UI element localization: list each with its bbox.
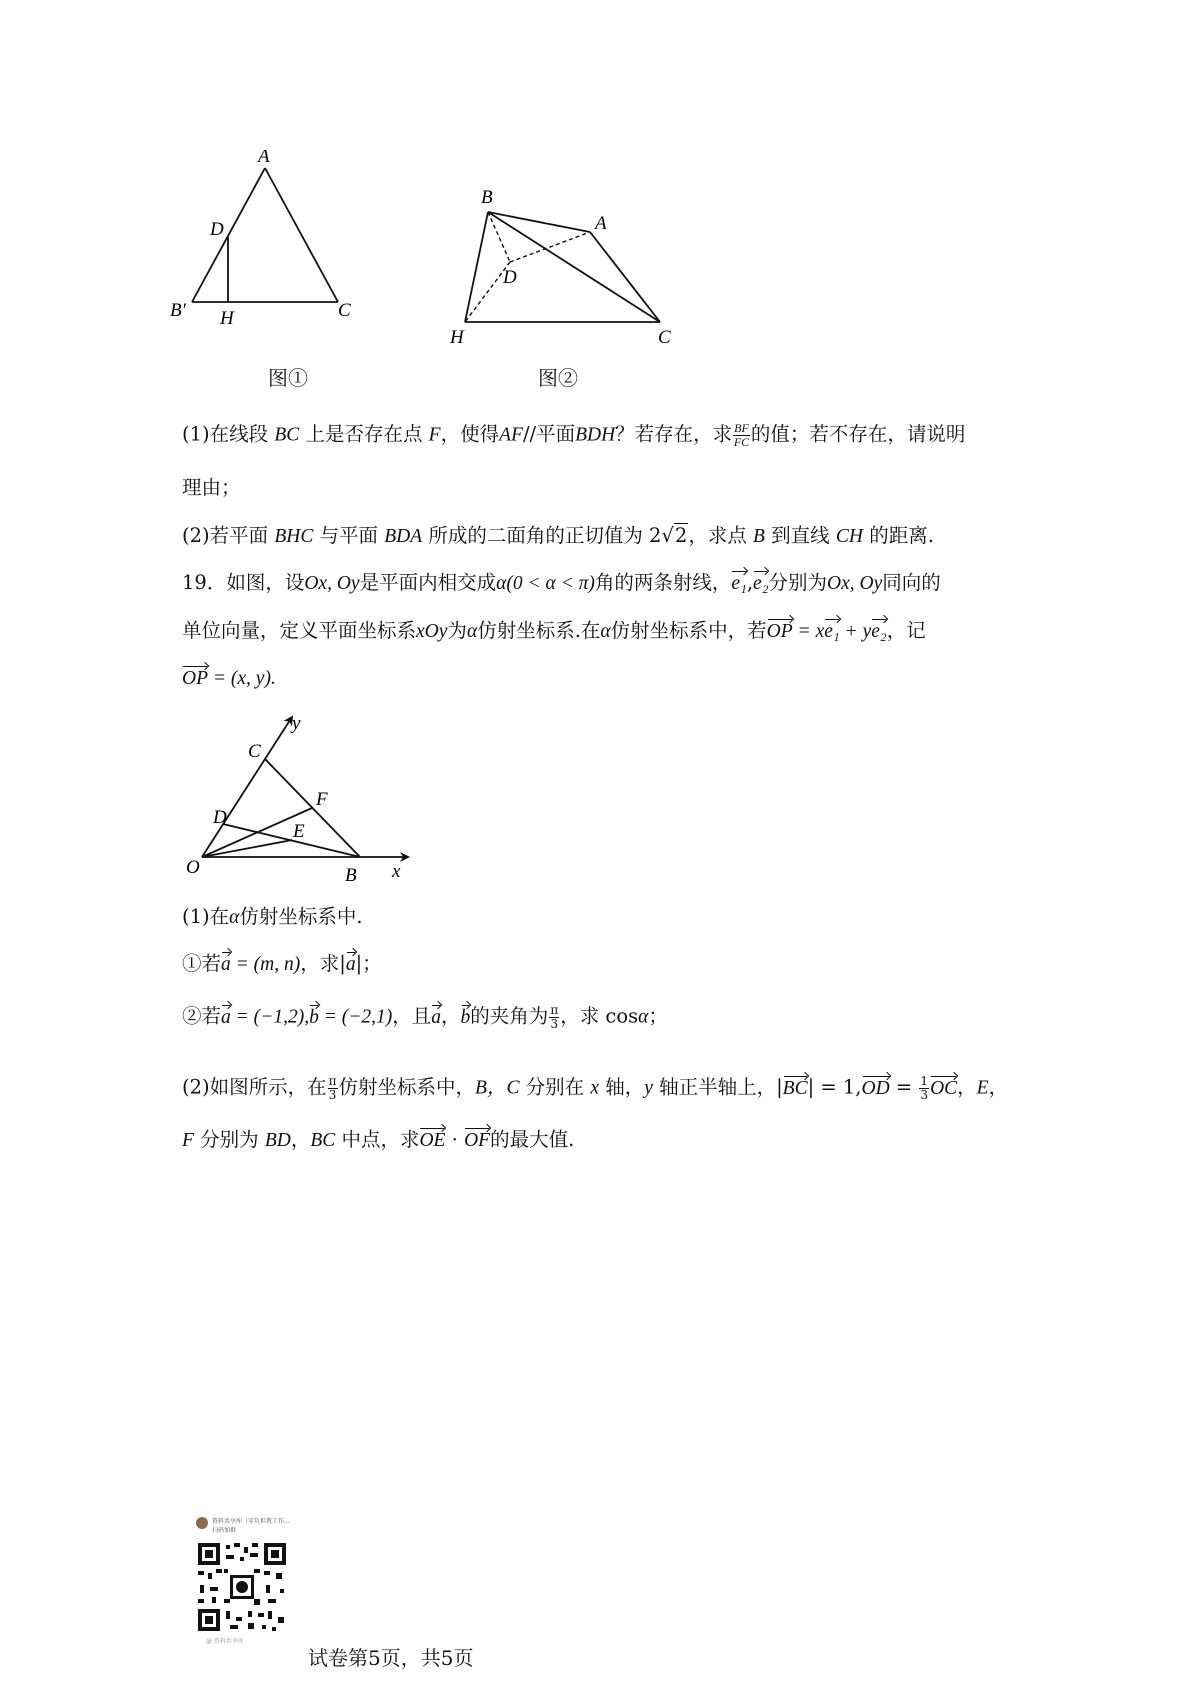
figure-3	[180, 705, 420, 885]
segment-DA	[510, 232, 590, 262]
q18-part1-line1: (1)在线段 BC 上是否存在点 F，使得AF//平面BDH？若存在，求 $\frac{BF}{FC}$ 的值；若不存在，请说明	[182, 421, 966, 449]
label-C: C	[658, 327, 671, 348]
q18-part1-line2: 理由；	[182, 476, 241, 499]
label-H: H	[450, 327, 464, 348]
label-D: D	[213, 807, 227, 828]
fraction-pi-3: $\frac{\pi}{3}$	[550, 1003, 559, 1031]
label-D: D	[210, 219, 224, 240]
label-D: D	[503, 267, 517, 288]
q19-part1-item2: ②若a = (−1,2),b = (−2,1)，且a，b的夹角为 $\frac{\pi}{3}$ ，求 cosα；	[182, 1003, 668, 1031]
label-A: A	[258, 150, 270, 167]
label-H: H	[220, 308, 234, 329]
qr-bottom-caption: @ 资料共享库	[206, 1638, 244, 1645]
label-x: x	[392, 861, 401, 882]
label-F: F	[316, 789, 328, 810]
segment-BH	[465, 212, 488, 322]
label-E: E	[293, 821, 305, 842]
q19-part1: (1)在α仿射坐标系中.	[182, 905, 363, 928]
qr-subtitle: 扫码加群	[212, 1527, 237, 1534]
label-C: C	[248, 741, 261, 762]
segment-AC	[265, 168, 338, 302]
label-B-prime: B′	[170, 300, 186, 321]
qr-code-icon	[196, 1541, 288, 1633]
label-B: B	[481, 187, 493, 208]
segment-AC	[590, 232, 660, 322]
label-C: C	[338, 300, 351, 321]
label-B: B	[345, 865, 357, 885]
figure-2-caption: 图②	[538, 366, 578, 390]
q19-part2-line2: F 分别为 BD，BC 中点，求OE · OF的最大值.	[182, 1128, 575, 1151]
q19-line1: 19．如图，设Ox, Oy是平面内相交成α(0 < α < π)角的两条射线，e₁,e₂分别为Ox, Oy同向的	[182, 571, 941, 594]
figure-1	[170, 150, 390, 350]
label-O: O	[186, 857, 200, 878]
q18-part2: (2)若平面 BHC 与平面 BDA 所成的二面角的正切值为 2√2，求点 B 到直线 CH 的距离.	[182, 524, 934, 547]
label-A: A	[595, 213, 607, 234]
q19-part2-line1: (2)如图所示，在 $\frac{\pi}{3}$ 仿射坐标系中，B，C 分别在 x 轴，y 轴正半轴上，|BC| = 1,OD = $\frac{1}{3}$ OC，E，	[182, 1074, 1009, 1102]
segment-OE	[202, 840, 292, 857]
qr-avatar-icon	[196, 1517, 208, 1529]
figure-1-caption: 图①	[268, 366, 308, 390]
q19-part1-item1: ①若a = (m, n)，求|a|；	[182, 952, 382, 975]
qr-title: 资料共享库（零负担教工作…	[212, 1518, 291, 1525]
fraction-bf-fc: $\frac{BF}{FC}$	[733, 421, 750, 449]
q19-line2: 单位向量，定义平面坐标系xOy为α仿射坐标系.在α仿射坐标系中，若OP = xe₁ + ye₂，记	[182, 619, 926, 642]
figure-2	[445, 185, 685, 350]
page-footer: 试卷第5页，共5页	[308, 1646, 474, 1670]
fraction-1-3: $\frac{1}{3}$	[920, 1074, 929, 1102]
label-y: y	[292, 713, 301, 734]
q19-line3: OP = (x, y).	[182, 668, 276, 689]
fraction-pi-3: $\frac{\pi}{3}$	[328, 1074, 337, 1102]
